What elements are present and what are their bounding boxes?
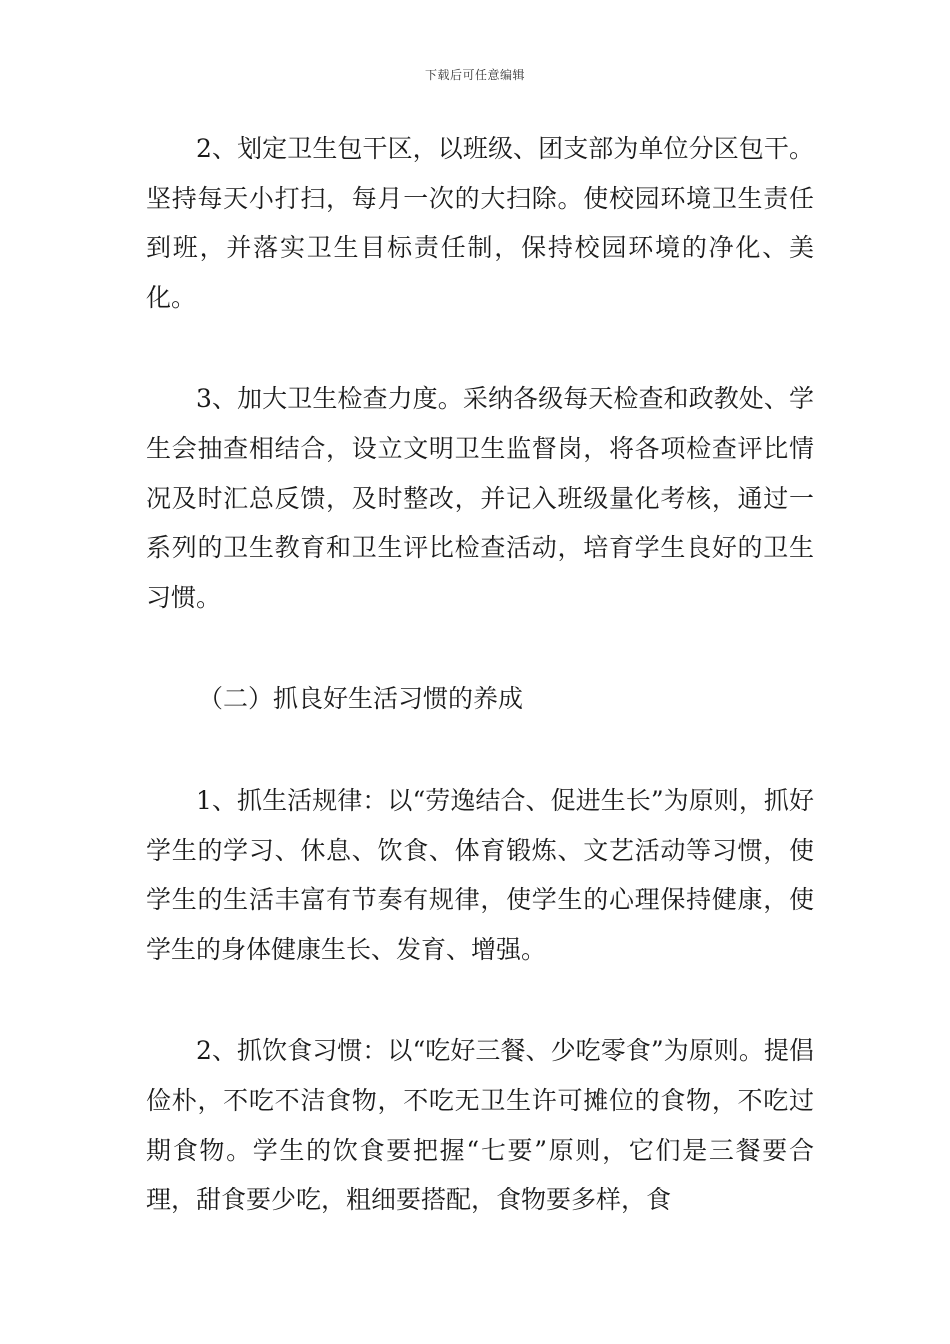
- document-body: [146, 124, 814, 1225]
- paragraph-spacer: [146, 974, 814, 1026]
- paragraph-eating-habits: 2、抓饮食习惯：以“吃好三餐、少吃零食”为原则。提倡俭朴，不吃不洁食物，不吃无卫生许可摊位的食物，不吃过期食物。学生的饮食要把握“七要”原则，它们是三餐要合理，甜食要少吃，粗细要搭配，食物要多样，食: [146, 1036, 814, 1215]
- paragraph-spacer: [146, 724, 814, 776]
- paragraph-spacer: [146, 622, 814, 674]
- paragraph-sanitation-inspection: 3、加大卫生检查力度。采纳各级每天检查和政教处、学生会抽查相结合，设立文明卫生监督岗，将各项检查评比情况及时汇总反馈，及时整改，并记入班级量化考核，通过一系列的卫生教育和卫生评比检查活动，培育学生良好的卫生习惯。: [146, 384, 814, 612]
- paragraph-spacer: [146, 322, 814, 374]
- paragraph-sanitation-zones: 2、划定卫生包干区，以班级、团支部为单位分区包干。坚持每天小打扫，每月一次的大扫除。使校园环境卫生责任到班，并落实卫生目标责任制，保持校园环境的净化、美化。: [146, 134, 814, 312]
- section-heading-living-habits: （二）抓良好生活习惯的养成: [198, 684, 524, 714]
- paragraph-life-routine: 1、抓生活规律：以“劳逸结合、促进生长”为原则，抓好学生的学习、休息、饮食、体育锻炼、文艺活动等习惯，使学生的生活丰富有节奏有规律，使学生的心理保持健康，使学生的身体健康生长、发育、增强。: [146, 785, 814, 964]
- page-header-note: 下载后可任意编辑: [424, 68, 525, 82]
